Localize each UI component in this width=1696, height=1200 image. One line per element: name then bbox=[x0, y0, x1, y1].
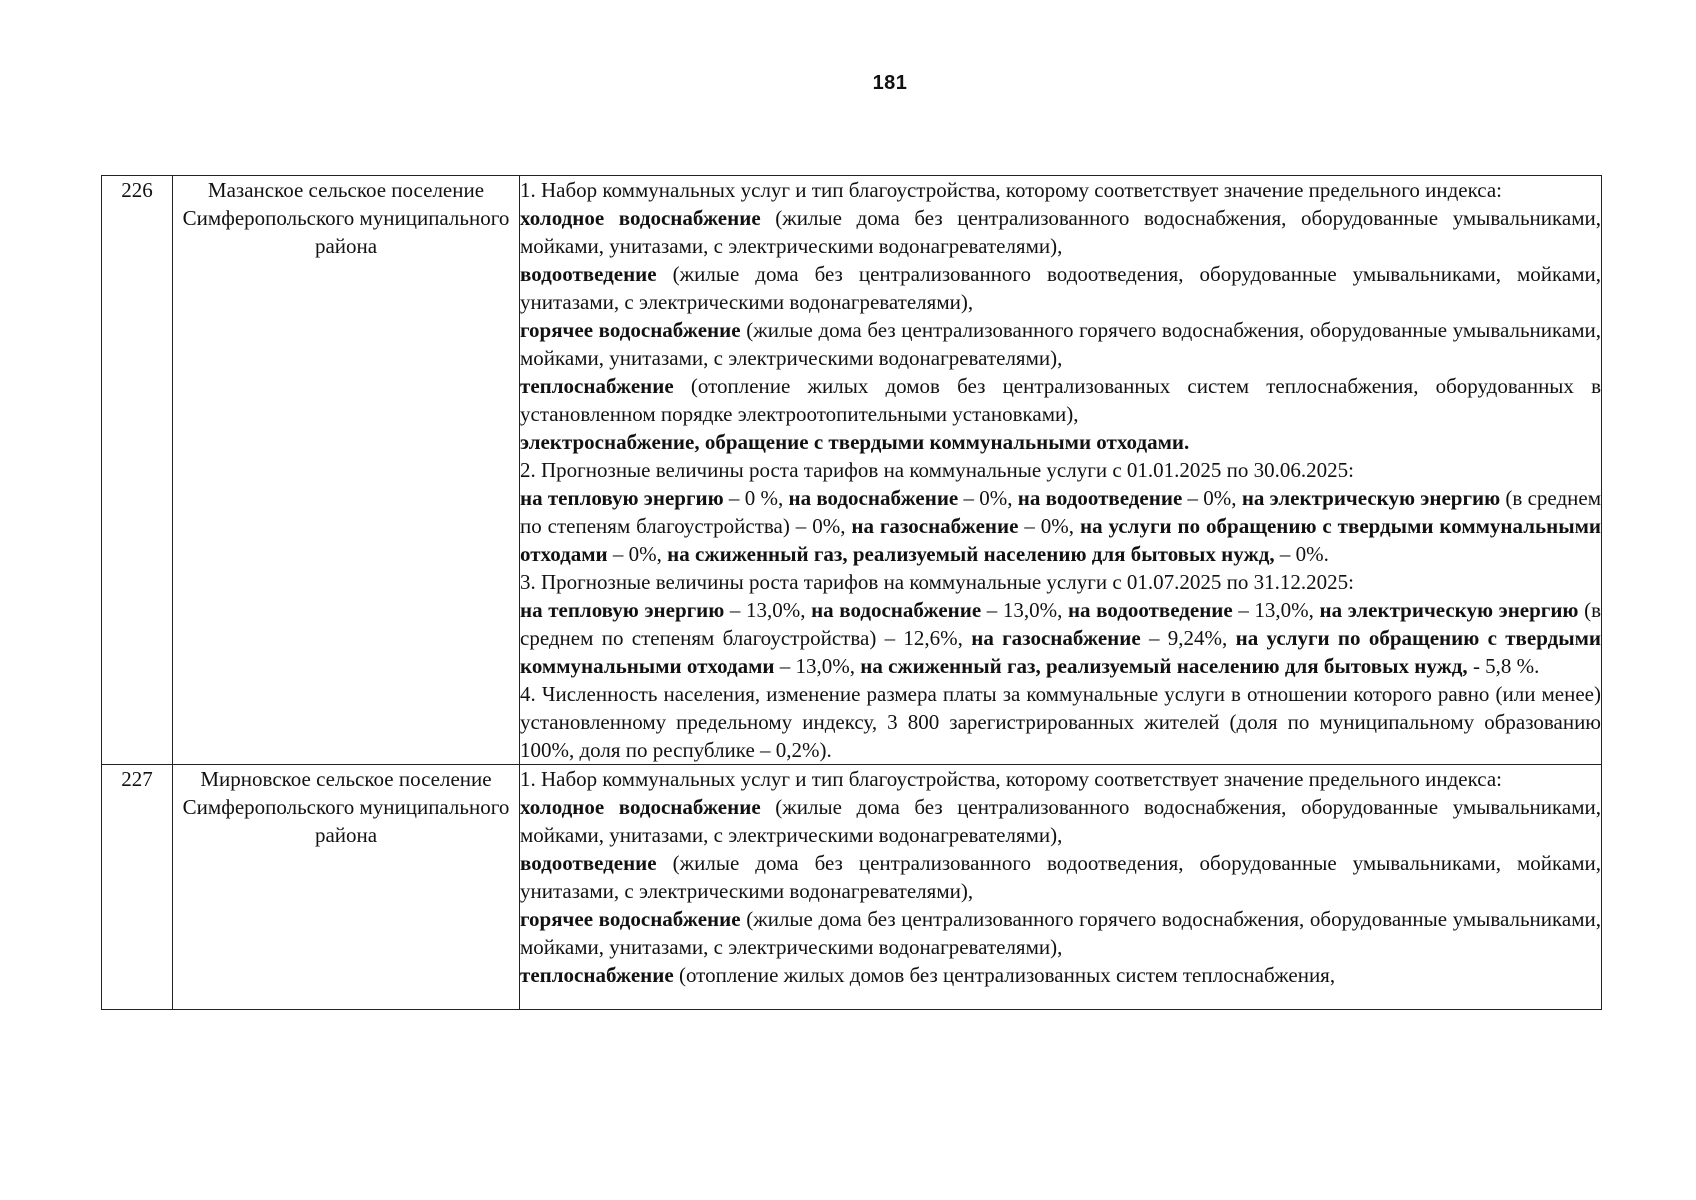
tariff-value: (в среднем по степеням благоустройства) – 12,6%, bbox=[520, 598, 1601, 650]
tariff-value: – 9,24%, bbox=[1140, 626, 1236, 650]
tariff-table bbox=[101, 175, 1602, 1010]
table-row bbox=[102, 176, 1602, 765]
tariff-h2-intro: 3. Прогнозные величины роста тарифов на коммунальные услуги с 01.07.2025 по 31.12.2025: bbox=[520, 570, 1354, 594]
row-number: 226 bbox=[102, 176, 173, 765]
service-text: (жилые дома без централизованного горячего водоснабжения, оборудованные умывальниками, мойками, унитазами, с электрическими водонагревателями), bbox=[520, 907, 1601, 959]
service-label: водоотведение bbox=[520, 851, 657, 875]
tariff-value: (в среднем по степеням благоустройства) – 0%, bbox=[520, 486, 1601, 538]
tariff-label: на услуги по обращению с твердыми коммунальными отходами bbox=[520, 626, 1602, 678]
tariff-value: - 5,8 %. bbox=[1467, 654, 1540, 678]
tariff-value: – 0%. bbox=[1274, 542, 1329, 566]
municipality-name: Мирновское сельское поселение Симферопольского муниципального района bbox=[173, 765, 520, 1010]
service-hot-water bbox=[520, 316, 1601, 372]
tariff-value: – 13,0%, bbox=[1232, 598, 1320, 622]
services-intro: 1. Набор коммунальных услуг и тип благоустройства, которому соответствует значение предельного индекса: bbox=[520, 767, 1502, 791]
service-heating bbox=[520, 961, 1601, 989]
service-label: теплоснабжение bbox=[520, 374, 674, 398]
service-electricity-waste bbox=[520, 428, 1601, 456]
service-label: электроснабжение, обращение с твердыми коммунальными отходами. bbox=[520, 430, 1190, 454]
service-drainage bbox=[520, 849, 1601, 905]
service-hot-water bbox=[520, 905, 1601, 961]
tariff-h1-intro: 2. Прогнозные величины роста тарифов на коммунальные услуги с 01.01.2025 по 30.06.2025: bbox=[520, 458, 1354, 482]
row-number: 227 bbox=[102, 765, 173, 1010]
service-cold-water bbox=[520, 204, 1601, 260]
service-label: теплоснабжение bbox=[520, 963, 674, 987]
tariff-h2-values bbox=[520, 596, 1601, 680]
population-info: 4. Численность населения, изменение размера платы за коммунальные услуги в отношении которого равно (или менее) установленному предельному индексу, 3 800 зарегистрированных жителей (доля по муниципальному образованию 100%, доля по республике – 0,2%). bbox=[520, 682, 1601, 762]
services-intro: 1. Набор коммунальных услуг и тип благоустройства, которому соответствует значение предельного индекса: bbox=[520, 178, 1502, 202]
tariff-label: на водоснабжение bbox=[788, 486, 959, 510]
tariff-value: – 0%, bbox=[1018, 514, 1080, 538]
page-number: 181 bbox=[872, 72, 908, 94]
tariff-label: на сжиженный газ, реализуемый населению для бытовых нужд, bbox=[667, 542, 1275, 566]
table-row bbox=[102, 765, 1602, 1010]
tariff-label: на водоотведение bbox=[1067, 598, 1233, 622]
service-text: (жилые дома без централизованного водоснабжения, оборудованные умывальниками, мойками, унитазами, с электрическими водонагревателями), bbox=[520, 795, 1601, 847]
service-text: (отопление жилых домов без централизованных систем теплоснабжения, оборудованных в установленном порядке электроотопительными установками), bbox=[520, 374, 1601, 426]
tariff-label: на сжиженный газ, реализуемый населению для бытовых нужд, bbox=[860, 654, 1468, 678]
service-text: (жилые дома без централизованного водоснабжения, оборудованные умывальниками, мойками, унитазами, с электрическими водонагревателями), bbox=[520, 206, 1601, 258]
service-label: водоотведение bbox=[520, 262, 657, 286]
tariff-value: – 13,0%, bbox=[724, 598, 812, 622]
service-label: холодное водоснабжение bbox=[520, 206, 761, 230]
service-label: горячее водоснабжение bbox=[520, 907, 741, 931]
tariff-label: на тепловую энергию bbox=[520, 486, 724, 510]
tariff-label: на водоотведение bbox=[1017, 486, 1183, 510]
tariff-label: на газоснабжение bbox=[851, 514, 1019, 538]
service-cold-water bbox=[520, 793, 1601, 849]
service-text: (жилые дома без централизованного водоотведения, оборудованные умывальниками, мойками, унитазами, с электрическими водонагревателями), bbox=[520, 851, 1601, 903]
service-text: (жилые дома без централизованного горячего водоснабжения, оборудованные умывальниками, мойками, унитазами, с электрическими водонагревателями), bbox=[520, 318, 1601, 370]
service-heating bbox=[520, 372, 1601, 428]
tariff-value: – 13,0%, bbox=[774, 654, 861, 678]
tariff-value: – 13,0%, bbox=[981, 598, 1068, 622]
tariff-label: на услуги по обращению с твердыми коммунальными отходами bbox=[520, 514, 1602, 566]
municipality-name: Мазанское сельское поселение Симферопольского муниципального района bbox=[173, 176, 520, 765]
tariff-value: – 0 %, bbox=[723, 486, 789, 510]
tariff-value: – 0%, bbox=[1182, 486, 1242, 510]
tariff-label: на электрическую энергию bbox=[1319, 598, 1579, 622]
row-description bbox=[520, 765, 1602, 1010]
service-text: (жилые дома без централизованного водоотведения, оборудованные умывальниками, мойками, унитазами, с электрическими водонагревателями), bbox=[520, 262, 1601, 314]
service-drainage bbox=[520, 260, 1601, 316]
row-description bbox=[520, 176, 1602, 765]
service-label: горячее водоснабжение bbox=[520, 318, 741, 342]
tariff-label: на водоснабжение bbox=[811, 598, 982, 622]
tariff-value: – 0%, bbox=[958, 486, 1018, 510]
tariff-value: – 0%, bbox=[607, 542, 668, 566]
service-label: холодное водоснабжение bbox=[520, 795, 761, 819]
service-text: (отопление жилых домов без централизованных систем теплоснабжения, bbox=[673, 963, 1336, 987]
tariff-label: на тепловую энергию bbox=[520, 598, 725, 622]
tariff-label: на электрическую энергию bbox=[1241, 486, 1501, 510]
tariff-label: на газоснабжение bbox=[971, 626, 1141, 650]
tariff-h1-values bbox=[520, 484, 1601, 568]
